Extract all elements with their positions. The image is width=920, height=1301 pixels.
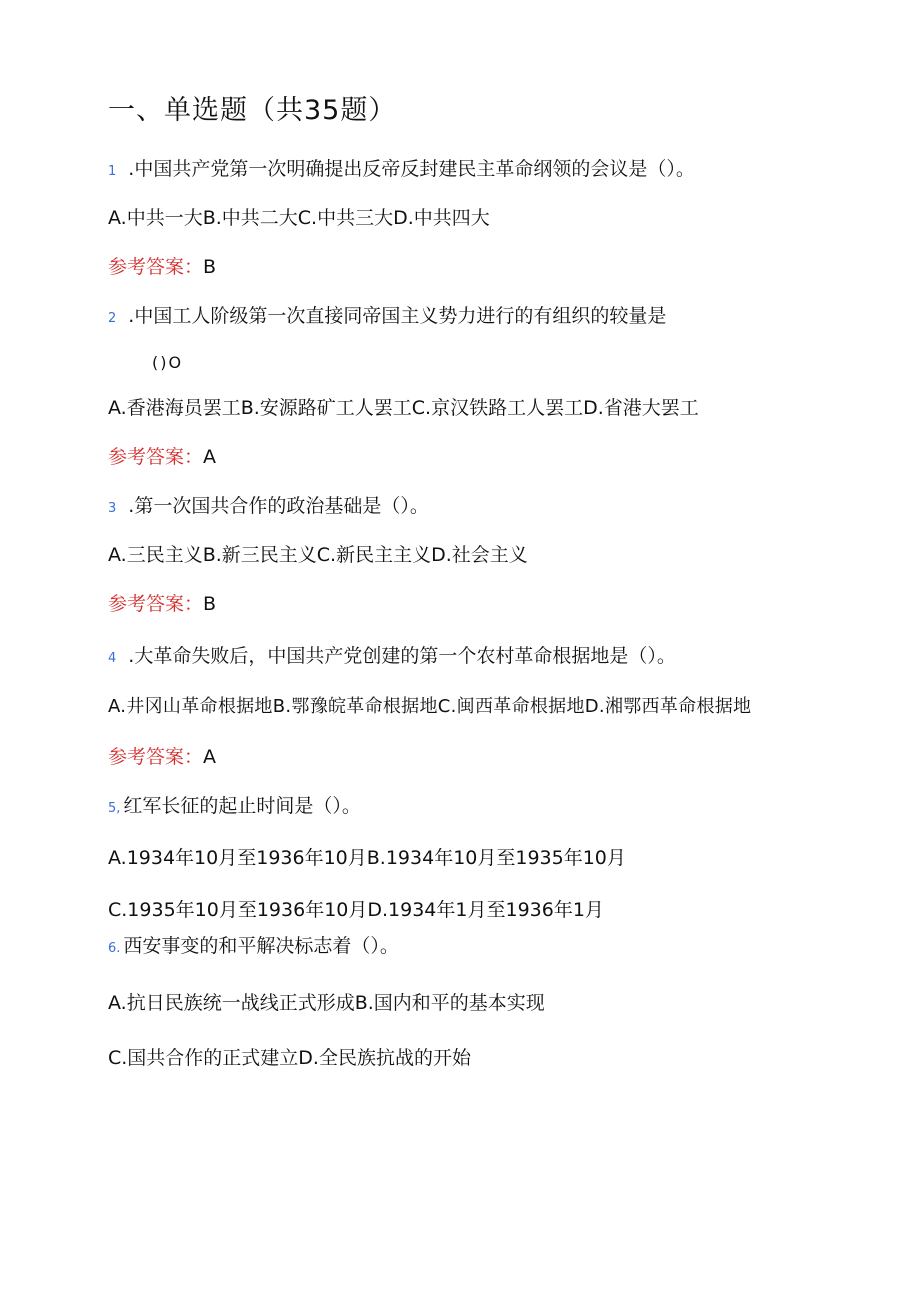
question-2-stem-continued: ()O — [152, 353, 184, 372]
question-stem: .中国工人阶级第一次直接同帝国主义势力进行的有组织的较量是 — [128, 305, 667, 327]
question-stem: 红军长征的起止时间是（）。 — [123, 795, 361, 817]
question-1 — [108, 156, 695, 185]
question-5 — [108, 793, 361, 822]
question-stem: .第一次国共合作的政治基础是（）。 — [128, 495, 429, 517]
answer-label: 参考答案： — [108, 593, 204, 615]
question-stem: .中国共产党第一次明确提出反帝反封建民主革命纲领的会议是（）。 — [128, 158, 695, 180]
question-5-options-line-2: C.1935年10月至1936年10月D.1934年1月至1936年1月 — [108, 899, 604, 921]
question-3-answer — [108, 591, 216, 617]
question-number: 5, — [108, 801, 121, 816]
answer-value: A — [203, 446, 217, 468]
answer-label: 参考答案： — [108, 746, 204, 768]
answer-label: 参考答案： — [108, 256, 204, 278]
question-number: 4 — [108, 651, 117, 666]
question-3-options: A.三民主义B.新三民主义C.新民主主义D.社会主义 — [108, 544, 528, 566]
question-6-options-line-2: C.国共合作的正式建立D.全民族抗战的开始 — [108, 1047, 471, 1069]
question-number: 3 — [108, 501, 117, 516]
question-4-answer — [108, 744, 216, 770]
answer-label: 参考答案： — [108, 446, 204, 468]
answer-value: B — [203, 256, 217, 278]
question-2-options: A.香港海员罢工B.安源路矿工人罢工C.京汉铁路工人罢工D.省港大罢工 — [108, 397, 699, 419]
question-2 — [108, 303, 666, 332]
question-number: 1 — [108, 164, 117, 179]
question-6-options-line-1: A.抗日民族统一战线正式形成B.国内和平的基本实现 — [108, 992, 545, 1014]
question-stem: .大革命失败后，中国共产党创建的第一个农村革命根据地是（）。 — [128, 645, 676, 667]
question-1-answer — [108, 254, 216, 280]
question-4 — [108, 643, 676, 672]
section-title: 一、单选题（共35题） — [108, 95, 397, 126]
question-stem: 西安事变的和平解决标志着（）。 — [123, 935, 399, 957]
question-4-options: A.井冈山革命根据地B.鄂豫皖革命根据地C.闽西革命根据地D.湘鄂西革命根据地 — [108, 696, 752, 717]
question-2-answer — [108, 444, 216, 470]
answer-value: B — [203, 593, 217, 615]
answer-value: A — [203, 746, 217, 768]
question-number: 6. — [108, 941, 121, 956]
question-5-options-line-1: A.1934年10月至1936年10月B.1934年10月至1935年10月 — [108, 847, 626, 869]
question-3 — [108, 493, 429, 522]
question-6 — [108, 933, 399, 962]
question-1-options: A.中共一大B.中共二大C.中共三大D.中共四大 — [108, 207, 490, 229]
question-number: 2 — [108, 311, 117, 326]
